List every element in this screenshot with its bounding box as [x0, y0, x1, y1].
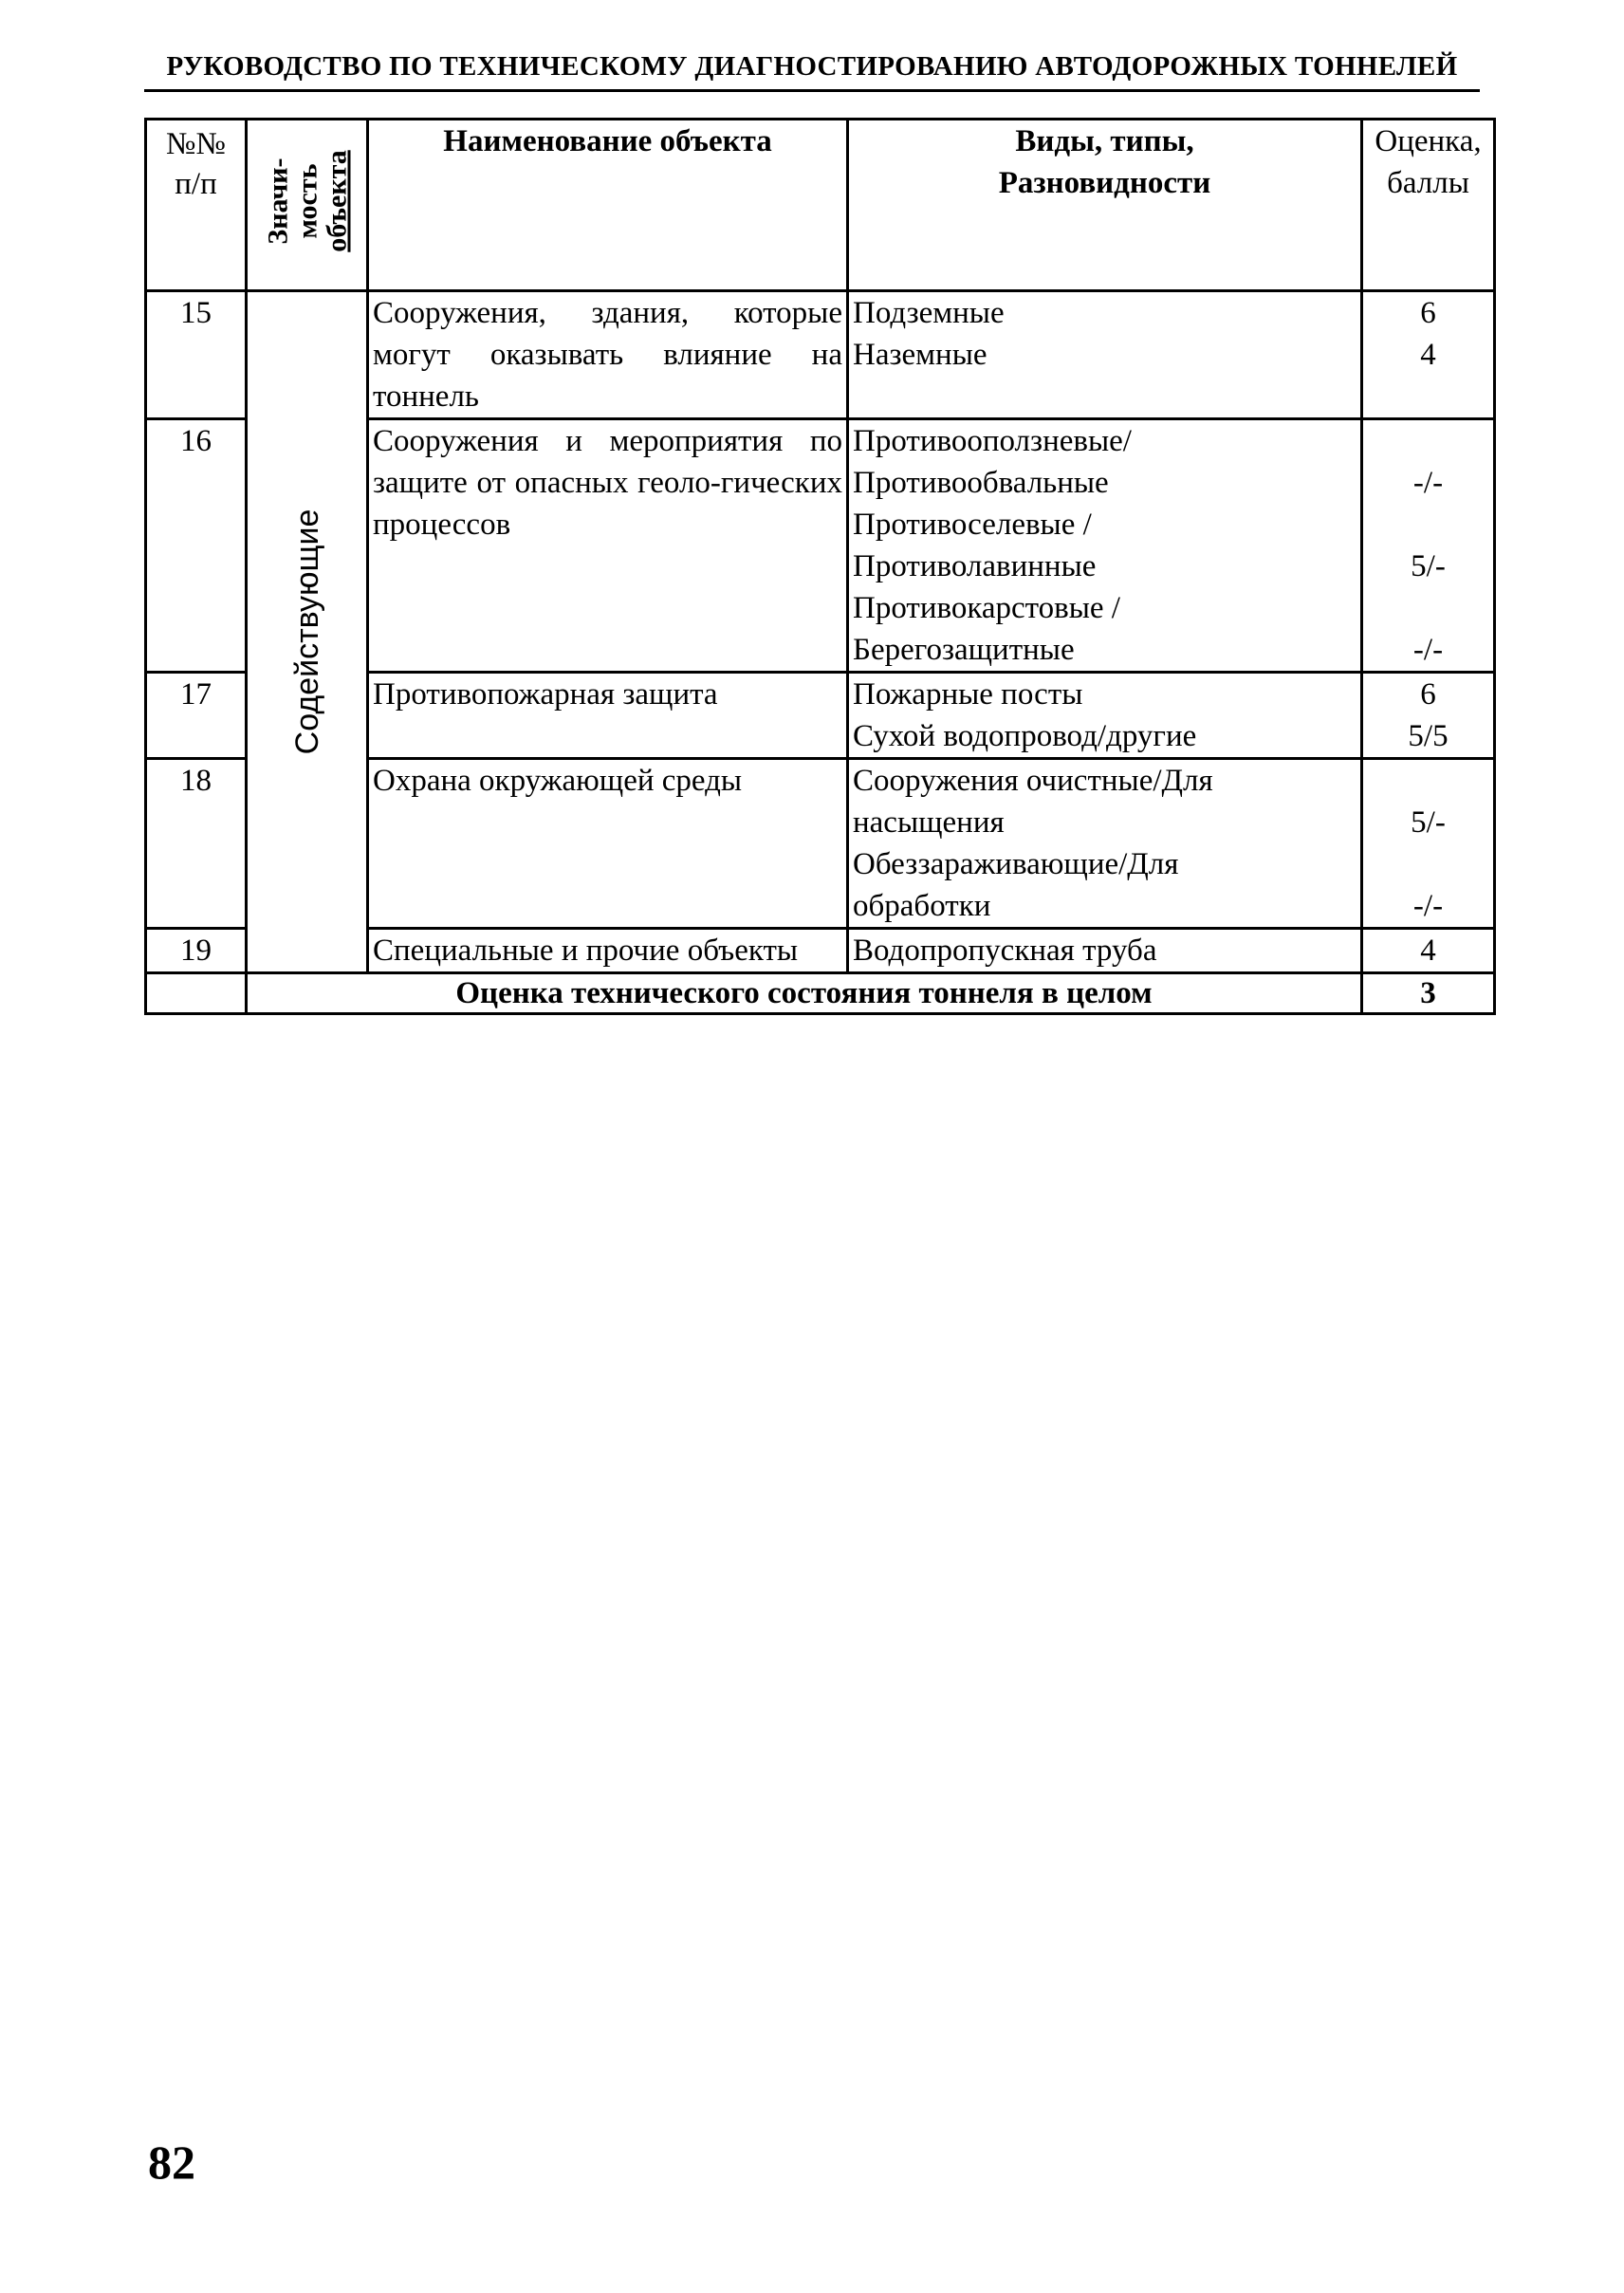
object-name: Противопожарная защита [368, 673, 848, 759]
object-name: Специальные и прочие объекты [368, 929, 848, 973]
score-item: -/- [1412, 466, 1444, 500]
page-number: 82 [148, 2136, 195, 2189]
type-item: Противооползневые/ [853, 424, 1132, 458]
object-scores [1362, 291, 1495, 419]
type-item: Сухой водопровод/другие [853, 719, 1197, 753]
row-number: 16 [146, 419, 247, 673]
running-header: РУКОВОДСТВО ПО ТЕХНИЧЕСКОМУ ДИАГНОСТИРОВАНИЮ АВТОДОРОЖНЫХ ТОННЕЛЕЙ [166, 51, 1458, 82]
type-item: Противокарстовые / [853, 591, 1120, 625]
header-significance [247, 120, 368, 291]
object-scores [1362, 673, 1495, 759]
header-significance-line1: Значи- [262, 157, 293, 245]
score-item: 4 [1420, 934, 1436, 968]
object-types [848, 929, 1362, 973]
table-row [146, 291, 1495, 419]
score-item: 5/- [1411, 805, 1446, 840]
summary-label: Оценка технического состояния тоннеля в целом [247, 973, 1362, 1014]
header-rule [144, 89, 1480, 92]
table-header-row [146, 120, 1495, 291]
header-number-line2: п/п [175, 167, 217, 201]
type-item: обработки [853, 889, 991, 923]
header-number [146, 120, 247, 291]
type-item: Противообвальные [853, 466, 1109, 500]
group-cell [247, 291, 368, 973]
score-item [1367, 420, 1489, 462]
header-significance-line3: объекта [321, 150, 352, 252]
score-item [1367, 504, 1489, 546]
header-types-line2: Разновидности [998, 166, 1211, 200]
header-number-line1: №№ [166, 127, 226, 161]
header-types-line1: Виды, типы, [1015, 124, 1194, 158]
assessment-table [144, 118, 1496, 1015]
header-score-line2: баллы [1387, 166, 1469, 200]
summary-empty-cell [146, 973, 247, 1014]
header-types [848, 120, 1362, 291]
group-label: Содействующие [288, 509, 325, 755]
header-object-name: Наименование объекта [368, 120, 848, 291]
object-types [848, 419, 1362, 673]
object-name: Сооружения и мероприятия по защите от опасных геоло-гических процессов [368, 419, 848, 673]
score-item: -/- [1412, 889, 1444, 923]
score-item: 5/5 [1408, 719, 1449, 753]
header-score-line1: Оценка, [1375, 124, 1482, 158]
type-item: Подземные [853, 296, 1005, 330]
object-types [848, 673, 1362, 759]
score-item: -/- [1412, 633, 1444, 667]
type-item: Противолавинные [853, 549, 1097, 583]
object-scores [1362, 419, 1495, 673]
score-item [1367, 587, 1489, 629]
object-types [848, 759, 1362, 929]
type-item: Наземные [853, 338, 987, 372]
object-scores [1362, 759, 1495, 929]
type-item: насыщения [853, 805, 1005, 840]
row-number: 15 [146, 291, 247, 419]
object-name: Сооружения, здания, которые могут оказывать влияние на тоннель [368, 291, 848, 419]
score-item: 6 [1420, 677, 1436, 712]
header-score [1362, 120, 1495, 291]
score-item: 5/- [1411, 549, 1446, 583]
row-number: 18 [146, 759, 247, 929]
type-item: Обеззараживающие/Для [853, 847, 1179, 881]
object-scores [1362, 929, 1495, 973]
object-name: Охрана окружающей среды [368, 759, 848, 929]
type-item: Водопропускная труба [853, 934, 1157, 968]
score-item [1367, 843, 1489, 885]
score-item: 4 [1420, 338, 1436, 372]
header-significance-line2: мость [291, 163, 323, 239]
type-item: Сооружения очистные/Для [853, 764, 1213, 798]
score-item: 6 [1420, 296, 1436, 330]
object-types [848, 291, 1362, 419]
type-item: Пожарные посты [853, 677, 1083, 712]
row-number: 19 [146, 929, 247, 973]
row-number: 17 [146, 673, 247, 759]
score-item [1367, 760, 1489, 802]
summary-row [146, 973, 1495, 1014]
summary-score: 3 [1362, 973, 1495, 1014]
type-item: Берегозащитные [853, 633, 1075, 667]
type-item: Противоселевые / [853, 508, 1092, 542]
